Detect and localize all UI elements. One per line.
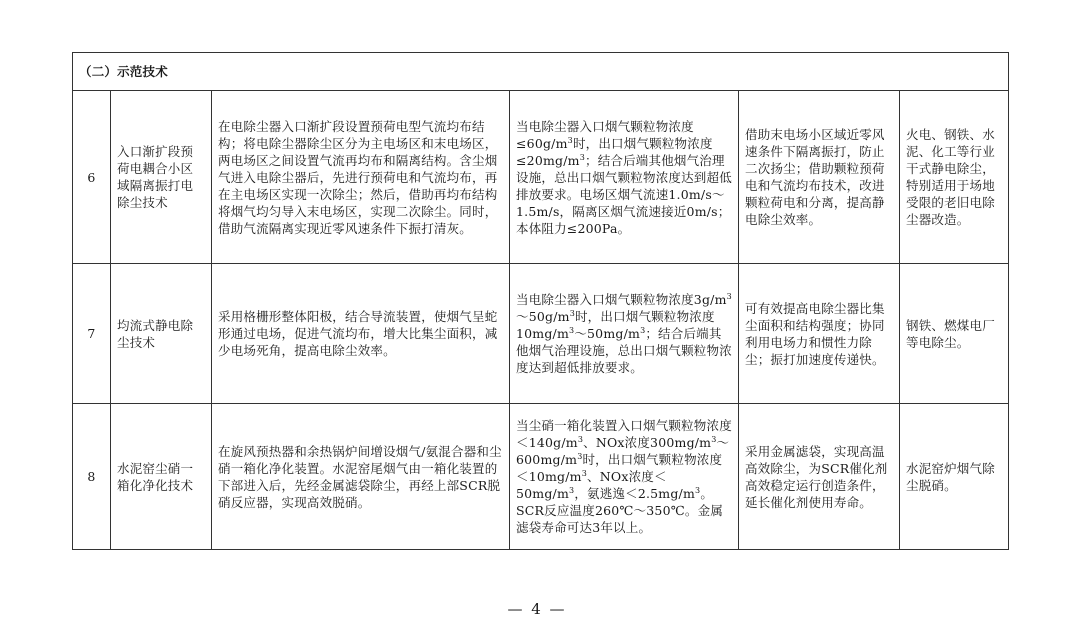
application-scope: 钢铁、燃煤电厂等电除尘。 bbox=[900, 264, 1009, 404]
technology-name: 均流式静电除尘技术 bbox=[111, 264, 212, 404]
table-row bbox=[73, 264, 1009, 404]
technology-description: 在旋风预热器和余热锅炉间增设烟气/氨混合器和尘硝一箱化净化装置。水泥窑尾烟气由一箱化装置的下部进入后，先经金属滤袋除尘，再经上部SCR脱硝反应器，实现高效脱硝。 bbox=[212, 404, 510, 550]
technology-description: 采用格栅形整体阳极，结合导流装置，使烟气呈蛇形通过电场，促进气流均布，增大比集尘面积，减少电场死角，提高电除尘效率。 bbox=[212, 264, 510, 404]
row-number: 7 bbox=[73, 264, 111, 404]
page-number: — 4 — bbox=[507, 600, 567, 618]
table-row bbox=[73, 91, 1009, 264]
row-number: 6 bbox=[73, 91, 111, 264]
table-row bbox=[73, 404, 1009, 550]
section-header-row bbox=[73, 53, 1009, 91]
technology-features: 采用金属滤袋，实现高温高效除尘，为SCR催化剂高效稳定运行创造条件，延长催化剂使用寿命。 bbox=[739, 404, 900, 550]
application-scope: 火电、钢铁、水泥、化工等行业干式静电除尘，特别适用于场地受限的老旧电除尘器改造。 bbox=[900, 91, 1009, 264]
technology-name: 入口渐扩段预荷电耦合小区域隔离振打电除尘技术 bbox=[111, 91, 212, 264]
technology-description: 在电除尘器入口渐扩段设置预荷电型气流均布结构；将电除尘器除尘区分为主电场区和末电场区，两电场区之间设置气流再均布和隔离结构。含尘烟气进入电除尘器后，先进行预荷电和气流均布，再在主电场区实现一次除尘；然后，借助再均布结构将烟气均匀导入末电场区，实现二次除尘。同时，借助气流隔离实现近零风速条件下振打清灰。 bbox=[212, 91, 510, 264]
technology-indicators: 当尘硝一箱化装置入口烟气颗粒物浓度$<140g/m^3$、NOx浓度$300mg/m^3\sim 600mg/m^3$时，出口烟气颗粒物浓度$<10mg/m^3$、NOx浓度$<50mg/m^3$，氨逃逸$<2.5mg/m^3$。SCR反应温度260℃～350℃。金属滤袋寿命可达3年以上。 bbox=[510, 404, 739, 550]
technology-features: 可有效提高电除尘器比集尘面积和结构强度；协同利用电场力和惯性力除尘；振打加速度传递快。 bbox=[739, 264, 900, 404]
section-title: （二）示范技术 bbox=[73, 53, 1009, 91]
row-number: 8 bbox=[73, 404, 111, 550]
technology-indicators: 当电除尘器入口烟气颗粒物浓度$3g/m^3\sim 50g/m^3$时，出口烟气颗粒物浓度$10mg/m^3\sim 50mg/m^3$；结合后端其他烟气治理设施，总出口烟气颗粒物浓度达到超低排放要求。 bbox=[510, 264, 739, 404]
technology-indicators: 当电除尘器入口烟气颗粒物浓度$\le 60g/m^3$时，出口烟气颗粒物浓度$\le 20mg/m^3$；结合后端其他烟气治理设施，总出口烟气颗粒物浓度达到超低排放要求。电场区烟气流速1.0m/s～1.5m/s，隔离区烟气流速接近0m/s；本体阻力≤200Pa。 bbox=[510, 91, 739, 264]
technology-features: 借助末电场小区域近零风速条件下隔离振打，防止二次扬尘；借助颗粒预荷电和气流均布技术，改进颗粒荷电和分离，提高静电除尘效率。 bbox=[739, 91, 900, 264]
technology-name: 水泥窑尘硝一箱化净化技术 bbox=[111, 404, 212, 550]
application-scope: 水泥窑炉烟气除尘脱硝。 bbox=[900, 404, 1009, 550]
technology-table bbox=[72, 52, 1009, 550]
